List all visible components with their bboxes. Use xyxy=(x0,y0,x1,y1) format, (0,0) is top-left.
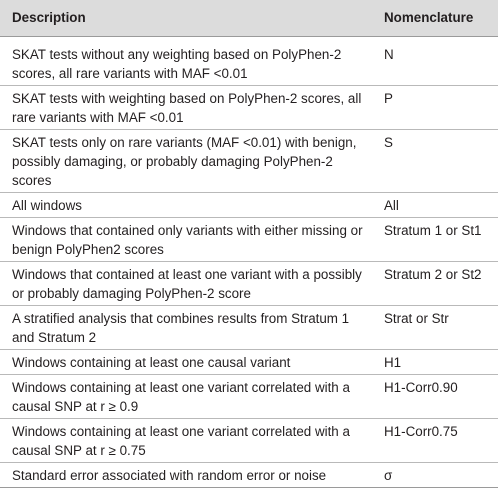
header-description: Description xyxy=(0,0,376,36)
header-row xyxy=(0,0,498,36)
table-row xyxy=(0,85,498,129)
table-row xyxy=(0,462,498,487)
row-nomenclature: Stratum 1 or St1 xyxy=(376,217,498,261)
row-nomenclature: H1-Corr0.90 xyxy=(376,374,498,418)
row-nomenclature: S xyxy=(376,129,498,192)
row-nomenclature: σ xyxy=(376,462,498,487)
table-row xyxy=(0,418,498,462)
row-description: Windows containing at least one causal variant xyxy=(0,349,376,374)
row-nomenclature: P xyxy=(376,85,498,129)
row-description: A stratified analysis that combines results from Stratum 1 and Stratum 2 xyxy=(0,305,376,349)
row-description: SKAT tests without any weighting based on PolyPhen-2 scores, all rare variants with MAF <0.01 xyxy=(0,36,376,85)
table-row xyxy=(0,36,498,85)
row-description: Standard error associated with random error or noise xyxy=(0,462,376,487)
row-nomenclature: Stratum 2 or St2 xyxy=(376,261,498,305)
row-description: All windows xyxy=(0,192,376,217)
table-header xyxy=(0,0,498,36)
table-row xyxy=(0,305,498,349)
row-description: SKAT tests with weighting based on PolyPhen-2 scores, all rare variants with MAF <0.01 xyxy=(0,85,376,129)
row-nomenclature: All xyxy=(376,192,498,217)
row-description: SKAT tests only on rare variants (MAF <0.01) with benign, possibly damaging, or probably damaging PolyPhen-2 scores xyxy=(0,129,376,192)
header-nomenclature: Nomenclature xyxy=(376,0,498,36)
table-row xyxy=(0,129,498,192)
row-nomenclature: H1-Corr0.75 xyxy=(376,418,498,462)
row-description: Windows containing at least one variant correlated with a causal SNP at r ≥ 0.75 xyxy=(0,418,376,462)
table-body xyxy=(0,36,498,487)
table-row xyxy=(0,217,498,261)
table-row xyxy=(0,374,498,418)
table-row xyxy=(0,349,498,374)
table-row xyxy=(0,261,498,305)
row-nomenclature: H1 xyxy=(376,349,498,374)
row-description: Windows that contained only variants with either missing or benign PolyPhen2 scores xyxy=(0,217,376,261)
row-nomenclature: Strat or Str xyxy=(376,305,498,349)
table-row xyxy=(0,192,498,217)
row-description: Windows that contained at least one variant with a possibly or probably damaging PolyPhen-2 score xyxy=(0,261,376,305)
row-description: Windows containing at least one variant correlated with a causal SNP at r ≥ 0.9 xyxy=(0,374,376,418)
row-nomenclature: N xyxy=(376,36,498,85)
